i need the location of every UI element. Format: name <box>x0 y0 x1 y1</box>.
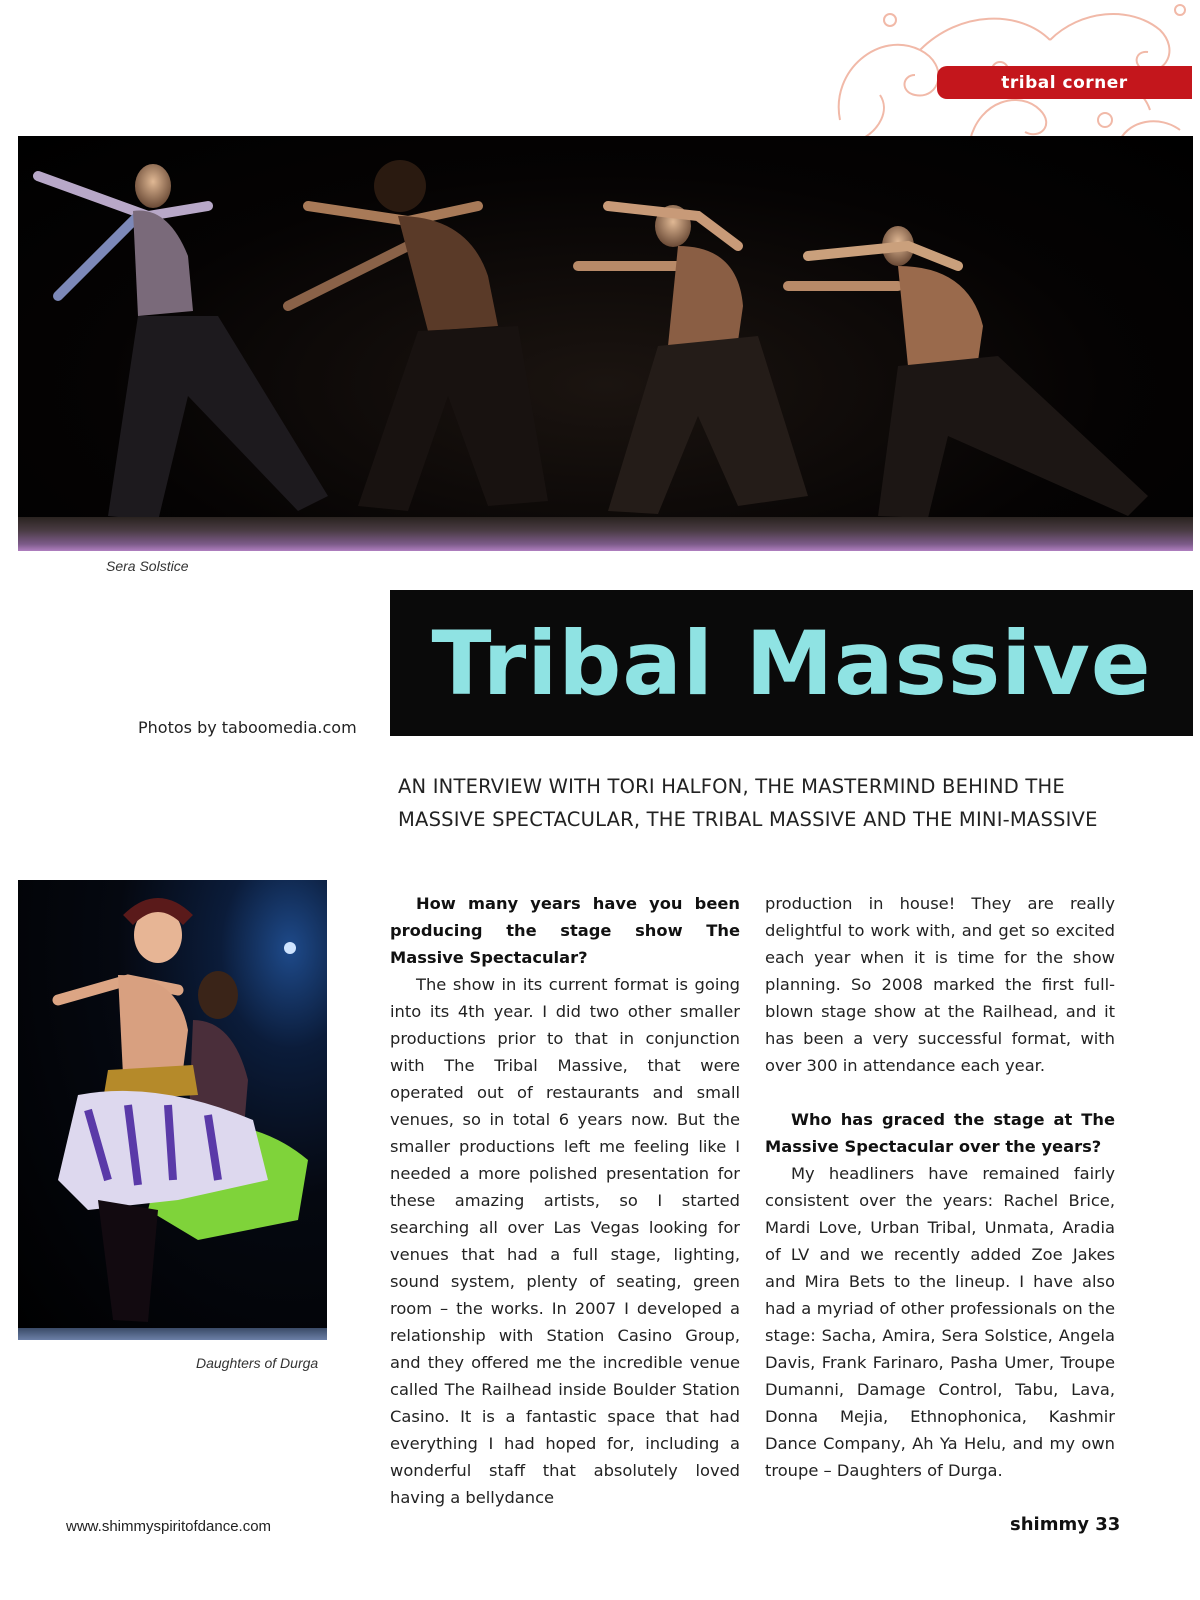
side-photo-caption: Daughters of Durga <box>196 1355 319 1371</box>
interview-answer: The show in its current format is going into its 4th year. I did two other smaller productions prior to that in conjunction with The Tribal Massive, that were operated out of restaurants and small venues, so in total 6 years now. But the smaller productions left me feeling like I needed a more polished presentation for these amazing artists, so I started searching all over Las Vegas looking for venues that had a full stage, lighting, sound system, plenty of seating, green room – the works. In 2007 I developed a relationship with Station Casino Group, and they offered me the incredible venue called The Railhead inside Boulder Station Casino. It is a fantastic space that had everything I had hoped for, including a wonderful staff that absolutely loved having a bellydance <box>390 975 740 1507</box>
article-subtitle: AN INTERVIEW WITH TORI HALFON, THE MASTERMIND BEHIND THE MASSIVE SPECTACULAR, THE TRIBAL MASSIVE AND THE MINI-MASSIVE <box>398 775 1098 831</box>
side-photo <box>18 880 327 1340</box>
dancer-figure <box>578 205 808 514</box>
stage-floor <box>18 517 1193 551</box>
interview-answer: production in house! They are really delightful to work with, and get so excited each year when it is time for the show planning. So 2008 marked the first full-blown stage show at the Railhead, and it has been a very successful format, with over 300 in attendance each year. <box>765 894 1115 1075</box>
dancers-illustration <box>18 880 327 1340</box>
dancer-figure <box>788 226 1148 518</box>
title-banner <box>390 590 1193 736</box>
article-column-left <box>390 890 740 1511</box>
article-title: Tribal Massive <box>431 611 1152 715</box>
interview-question: Who has graced the stage at The Massive Spectacular over the years? <box>765 1110 1115 1156</box>
interview-answer: My headliners have remained fairly consistent over the years: Rachel Brice, Mardi Love, Urban Tribal, Unmata, Aradia of LV and we recently added Zoe Jakes and Mira Bets to the lineup. I have also had a myriad of other professionals on the stage: Sacha, Amira, Sera Solstice, Angela Davis, Frank Farinaro, Pasha Umer, Troupe Dumanni, Damage Control, Tabu, Lava, Donna Mejia, Ethnophonica, Kashmir Dance Company, Ah Ya Helu, and my own troupe – Daughters of Durga. <box>765 1164 1115 1480</box>
page-number: shimmy 33 <box>1010 1514 1121 1535</box>
dancer-figure <box>288 160 548 511</box>
photo-credit: Photos by taboomedia.com <box>138 718 357 737</box>
stage-floor <box>18 1328 327 1340</box>
dancer-figure <box>38 164 328 521</box>
footer-website: www.shimmyspiritofdance.com <box>66 1518 272 1535</box>
hero-photo-caption: Sera Solstice <box>106 558 189 574</box>
dancers-illustration <box>18 136 1193 551</box>
article-column-right <box>765 890 1115 1484</box>
hero-photo <box>18 136 1193 551</box>
section-tab: tribal corner <box>937 66 1192 99</box>
interview-question: How many years have you been producing the stage show The Massive Spectacular? <box>390 894 740 967</box>
